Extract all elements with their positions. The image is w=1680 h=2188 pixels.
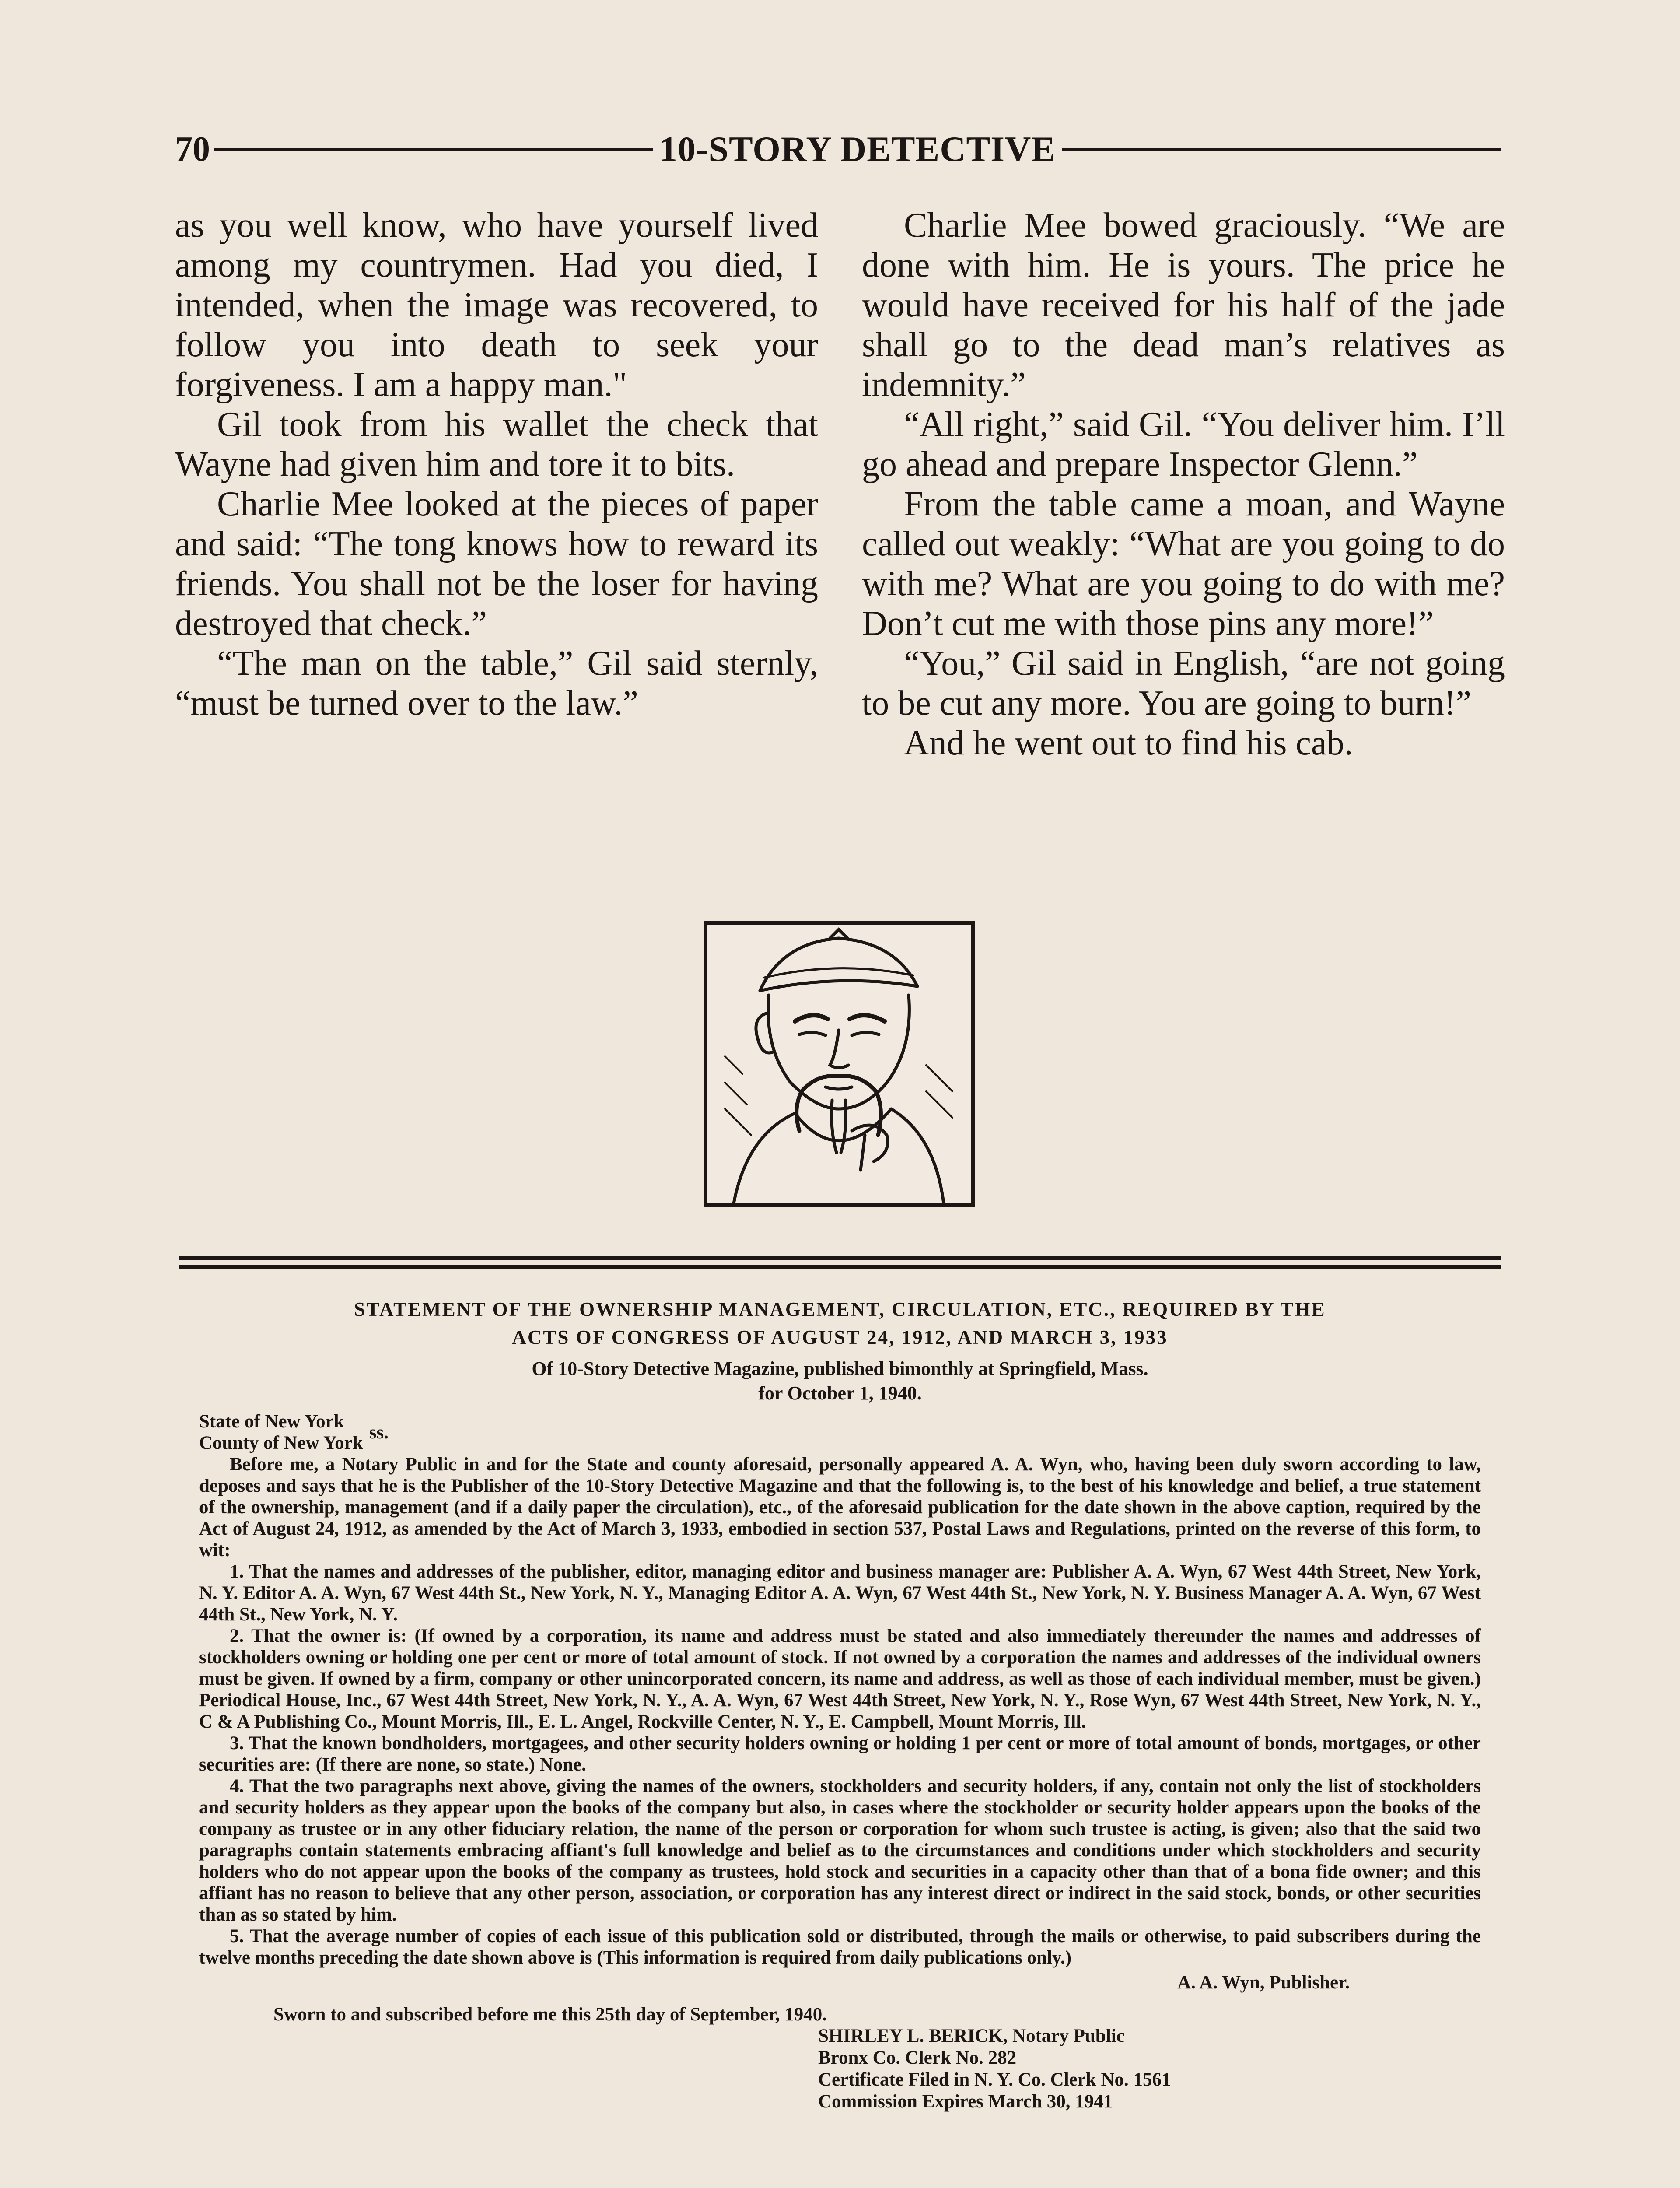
page-number: 70 [175,130,210,168]
statement-subheading: Of 10-Story Detective Magazine, published bimonthly at Springfield, Mass. [532,1358,1148,1379]
statement-paragraph: 2. That the owner is: (If owned by a corporation, its name and address must be stated and also immediately thereunder the names and addresses of stockholders owning or holding one per cent or more of total amount of stock. If not owned by a corporation the names and addresses of the individual owners must be given. If owned by a firm, company or other unincorporated concern, its name and address, as well as those of each individual member, must be given.) Periodical House, Inc., 67 West 44th Street, New York, N. Y., A. A. Wyn, 67 West 44th Street, New York, N. Y., Rose Wyn, 67 West 44th Street, New York, N. Y., C & A Publishing Co., Mount Morris, Ill., E. L. Angel, Rockville Center, N. Y., E. Campbell, Mount Morris, Ill. [199,1626,1481,1732]
illustration-portrait [704,921,975,1207]
sworn-line: Sworn to and subscribed before me this 25th day of September, 1940. [273,2004,827,2025]
header-rule-right [1062,148,1501,151]
magazine-title: 10-STORY DETECTIVE [659,129,1056,169]
story-column-right [862,206,1505,888]
story-paragraph: “You,” Gil said in English, “are not going to be cut any more. You are going to burn!” [862,644,1505,722]
page-header [175,130,1501,169]
statement-paragraph: Before me, a Notary Public in and for the State and county aforesaid, personally appeared A. A. Wyn, who, having been duly sworn according to law, deposes and says that he is the Publisher of the 10-Story Detective Magazine and that the following is, to the best of his knowledge and belief, a true statement of the ownership, management (and if a daily paper the circulation), etc., of the aforesaid publication for the date shown in the above caption, required by the Act of August 24, 1912, as amended by the Act of March 3, 1933, embodied in section 537, Postal Laws and Regulations, printed on the reverse of this form, to wit: [199,1454,1481,1560]
story-paragraph: “The man on the table,” Gil said sternly, “must be turned over to the law.” [175,644,818,722]
story-paragraph: From the table came a moan, and Wayne called out weakly: “What are you going to do with me? What are you going to do with me? Don’t cut me with those pins any more!” [862,485,1505,643]
story-paragraph: “All right,” said Gil. “You deliver him. I’ll go ahead and prepare Inspector Glenn.” [862,405,1505,484]
venue-ss: ss. [369,1422,388,1443]
notary-line: Commission Expires March 30, 1941 [818,2091,1113,2112]
statement-paragraph: 1. That the names and addresses of the publisher, editor, managing editor and business manager are: Publisher A. A. Wyn, 67 West 44th Street, New York, N. Y. Editor A. A. Wyn, 67 West 44th St., New York, N. Y., Managing Editor A. A. Wyn, 67 West 44th St., New York, N. Y. Business Manager A. A. Wyn, 67 West 44th St., New York, N. Y. [199,1561,1481,1625]
section-divider-top [179,1256,1501,1260]
statement-paragraph: 5. That the average number of copies of each issue of this publication sold or distributed, through the mails or otherwise, to paid subscribers during the twelve months preceding the date shown above is (This information is required from daily publications only.) [199,1926,1481,1968]
statement-paragraph: 4. That the two paragraphs next above, giving the names of the owners, stockholders and security holders, if any, contain not only the list of stockholders and security holders as they appear upon the books of the company but also, in cases where the stockholder or security holder appears upon the books of the company as trustee or in any other fiduciary relation, the name of the person or corporation for whom such trustee is acting, is given; also that the said two paragraphs contain statements embracing affiant's full knowledge and belief as to the circumstances and conditions under which stockholders and security holders who do not appear upon the books of the company as trustees, hold stock and securities in a capacity other than that of a bona fide owner; and this affiant has no reason to believe that any other person, association, or corporation has any interest direct or indirect in the said stock, bonds, or other securities than as so stated by him. [199,1776,1481,1925]
story-paragraph: Gil took from his wallet the check that Wayne had given him and tore it to bits. [175,405,818,484]
statement-paragraph: 3. That the known bondholders, mortgagees, and other security holders owning or holding 1 per cent or more of total amount of bonds, mortgages, or other securities are: (If there are none, so state.) None. [199,1733,1481,1775]
statement-body [199,1454,1481,1968]
notary-line: Certificate Filed in N. Y. Co. Clerk No. 1561 [818,2069,1171,2090]
statement-heading-line1: STATEMENT OF THE OWNERSHIP MANAGEMENT, CIRCULATION, ETC., REQUIRED BY THE [354,1298,1326,1320]
notary-line: Bronx Co. Clerk No. 282 [818,2048,1017,2068]
story-column-left [175,206,818,888]
statement-heading-line2: ACTS OF CONGRESS OF AUGUST 24, 1912, AND MARCH 3, 1933 [512,1326,1168,1348]
venue-block [199,1411,1481,1454]
statement-date: for October 1, 1940. [758,1382,922,1404]
story-paragraph: Charlie Mee bowed graciously. “We are done with him. He is yours. The price he would have received for his half of the jade shall go to the dead man’s relatives as indemnity.” [862,206,1505,404]
publisher-signature: A. A. Wyn, Publisher. [1177,1972,1350,1993]
story-paragraph: as you well know, who have yourself lived among my countrymen. Had you died, I intended, when the image was recovered, to follow you into death to seek your forgiveness. I am a happy man." [175,206,818,404]
story-columns [175,206,1505,888]
ownership-statement [199,1295,1481,2113]
portrait-drawing [707,925,971,1203]
section-divider-bottom [179,1265,1501,1269]
venue-state: State of New York [199,1411,344,1432]
header-rule-left [214,148,653,151]
venue-county: County of New York [199,1433,363,1453]
notary-block [818,2025,1481,2113]
story-paragraph: And he went out to find his cab. [904,724,1353,762]
story-paragraph: Charlie Mee looked at the pieces of paper and said: “The tong knows how to reward its friends. You shall not be the loser for having destroyed that check.” [175,485,818,643]
notary-line: SHIRLEY L. BERICK, Notary Public [818,2026,1125,2046]
